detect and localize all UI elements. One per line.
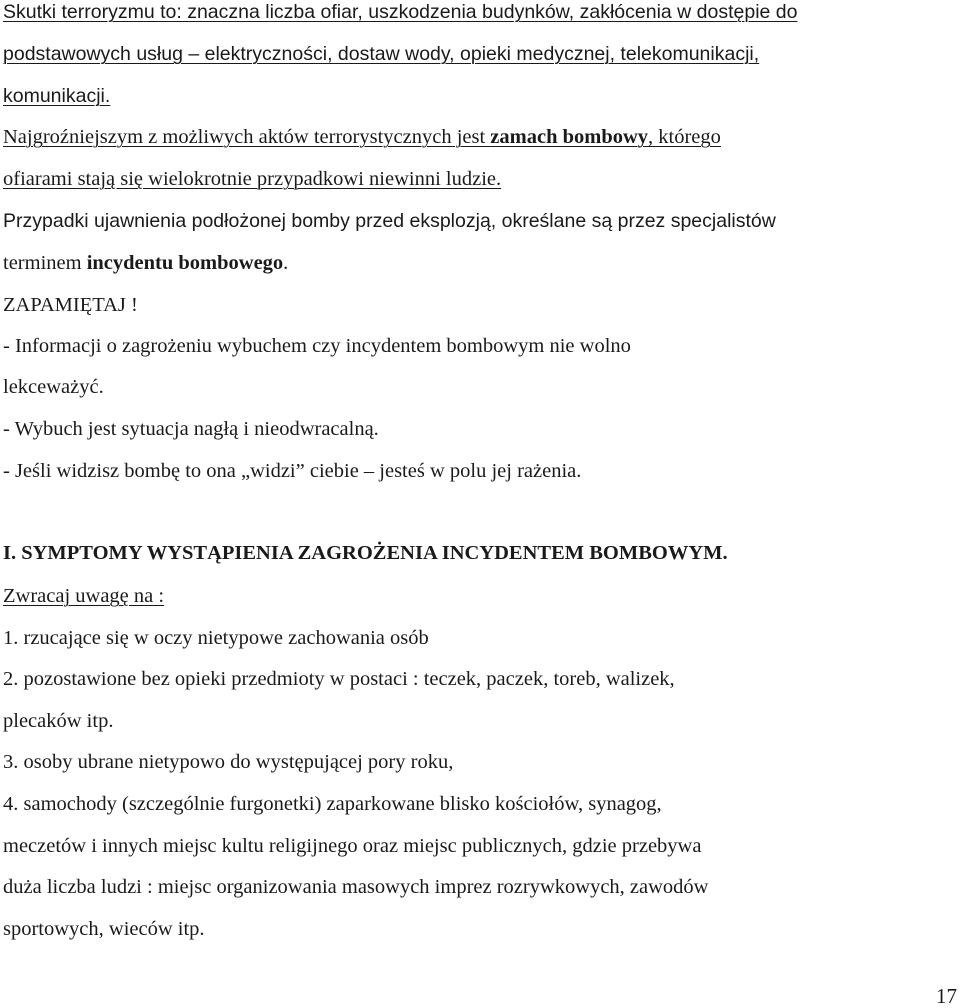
symptom-item-4-line-4: sportowych, wieców itp. [3, 918, 205, 940]
symptom-item-1: 1. rzucające się w oczy nietypowe zachowania osób [3, 627, 429, 649]
remember-heading: ZAPAMIĘTAJ ! [3, 294, 138, 316]
warning-item-1-line-1: - Informacji o zagrożeniu wybuchem czy incydentem bombowym nie wolno [3, 335, 631, 357]
section-heading: I. SYMPTOMY WYSTĄPIENIA ZAGROŻENIA INCYDENTEM BOMBOWYM. [3, 542, 728, 564]
incident-text-end: . [283, 252, 289, 274]
symptom-item-4-line-2: meczetów i innych miejsc kultu religijnego oraz miejsc publicznych, gdzie przebywa [3, 835, 702, 857]
bomb-attack-text: Najgroźniejszym z możliwych aktów terrorystycznych jest [3, 126, 491, 148]
symptom-item-4-line-1: 4. samochody (szczególnie furgonetki) zaparkowane blisko kościołów, synagog, [3, 793, 662, 815]
intro-line-2: podstawowych usług – elektryczności, dostaw wody, opieki medycznej, telekomunikacji, [3, 43, 760, 65]
incident-text: terminem [3, 252, 87, 274]
incident-line-1: Przypadki ujawnienia podłożonej bomby przed eksplozją, określane są przez specjalistów [3, 210, 776, 232]
incident-term: incydentu bombowego [86, 252, 284, 274]
incident-line-2 [3, 251, 288, 275]
warning-item-3: - Jeśli widzisz bombę to ona „widzi” ciebie – jesteś w polu jej rażenia. [3, 460, 582, 482]
symptom-item-4-line-3: duża liczba ludzi : miejsc organizowania masowych imprez rozrywkowych, zawodów [3, 876, 709, 898]
bomb-attack-text-end: , którego [648, 126, 721, 148]
intro-line-3: komunikacji. [3, 85, 111, 107]
page-number: 17 [936, 984, 957, 1008]
symptom-item-2-line-2: plecaków itp. [3, 710, 114, 732]
bomb-attack-line-1 [3, 125, 721, 149]
symptom-item-2-line-1: 2. pozostawione bez opieki przedmioty w postaci : teczek, paczek, toreb, walizek, [3, 668, 675, 690]
warning-item-1-line-2: lekceważyć. [3, 376, 104, 398]
bomb-attack-term: zamach bombowy [490, 126, 649, 148]
symptom-item-3: 3. osoby ubrane nietypowo do występującej pory roku, [3, 751, 454, 773]
warning-item-2: - Wybuch jest sytuacja nagłą i nieodwracalną. [3, 418, 379, 440]
intro-line-1: Skutki terroryzmu to: znaczna liczba ofiar, uszkodzenia budynków, zakłócenia w dostępie do [3, 1, 798, 23]
section-subheading: Zwracaj uwagę na : [3, 585, 165, 607]
bomb-attack-line-2: ofiarami stają się wielokrotnie przypadkowi niewinni ludzie. [3, 168, 502, 190]
